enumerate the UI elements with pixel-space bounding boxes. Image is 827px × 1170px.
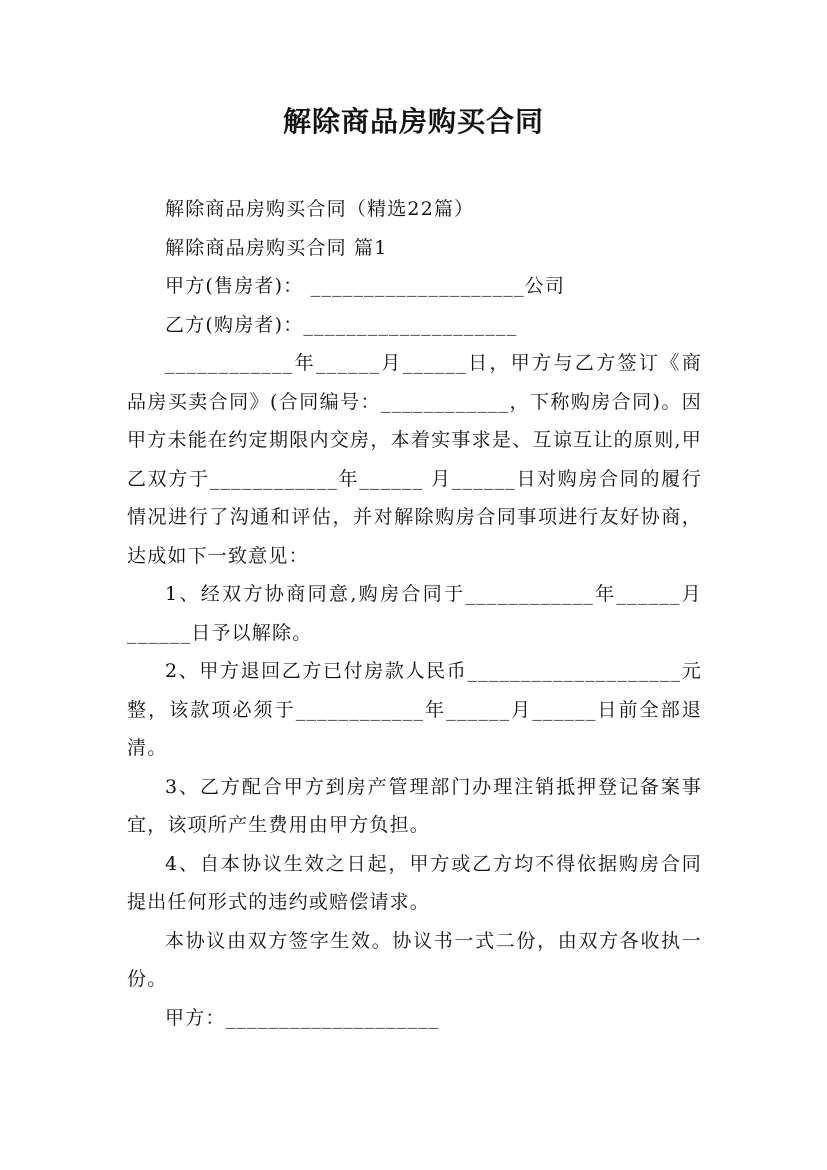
document-title: 解除商品房购买合同 <box>282 105 544 138</box>
section-heading: 解除商品房购买合同 篇1 <box>165 236 388 259</box>
party-a-signature-line: 甲方：____________________ <box>165 1006 440 1029</box>
party-b-line: 乙方(购房者)：____________________ <box>165 313 518 336</box>
intro-paragraph: ____________年______月______日，甲方与乙方签订《商品房买卖合同》(合同编号：____________，下称购房合同)。因甲方未能在约定期限内交房，本着实事求是、互谅互让的原则,甲乙双方于____________年______ 月______日对购房合同的履行情况进行了沟通和评估，并对解除购房合同事项进行友好协商，达成如下一致意见： <box>127 352 702 567</box>
clause-2: 2、甲方退回乙方已付房款人民币____________________元整，该款项必须于____________年______月______日前全部退清。 <box>127 660 702 759</box>
party-a-line: 甲方(售房者)： ____________________公司 <box>165 275 566 297</box>
subtitle-paragraph: 解除商品房购买合同（精选22篇） <box>165 198 475 220</box>
clause-4: 4、自本协议生效之日起，甲方或乙方均不得依据购房合同提出任何形式的违约或赔偿请求。 <box>127 852 702 913</box>
closing-paragraph: 本协议由双方签字生效。协议书一式二份，由双方各收执一份。 <box>127 929 702 990</box>
clause-1: 1、经双方协商同意,购房合同于____________年______月______日予以解除。 <box>127 583 702 644</box>
document-body <box>127 190 702 1037</box>
clause-3: 3、乙方配合甲方到房产管理部门办理注销抵押登记备案事宜，该项所产生费用由甲方负担。 <box>127 775 702 836</box>
